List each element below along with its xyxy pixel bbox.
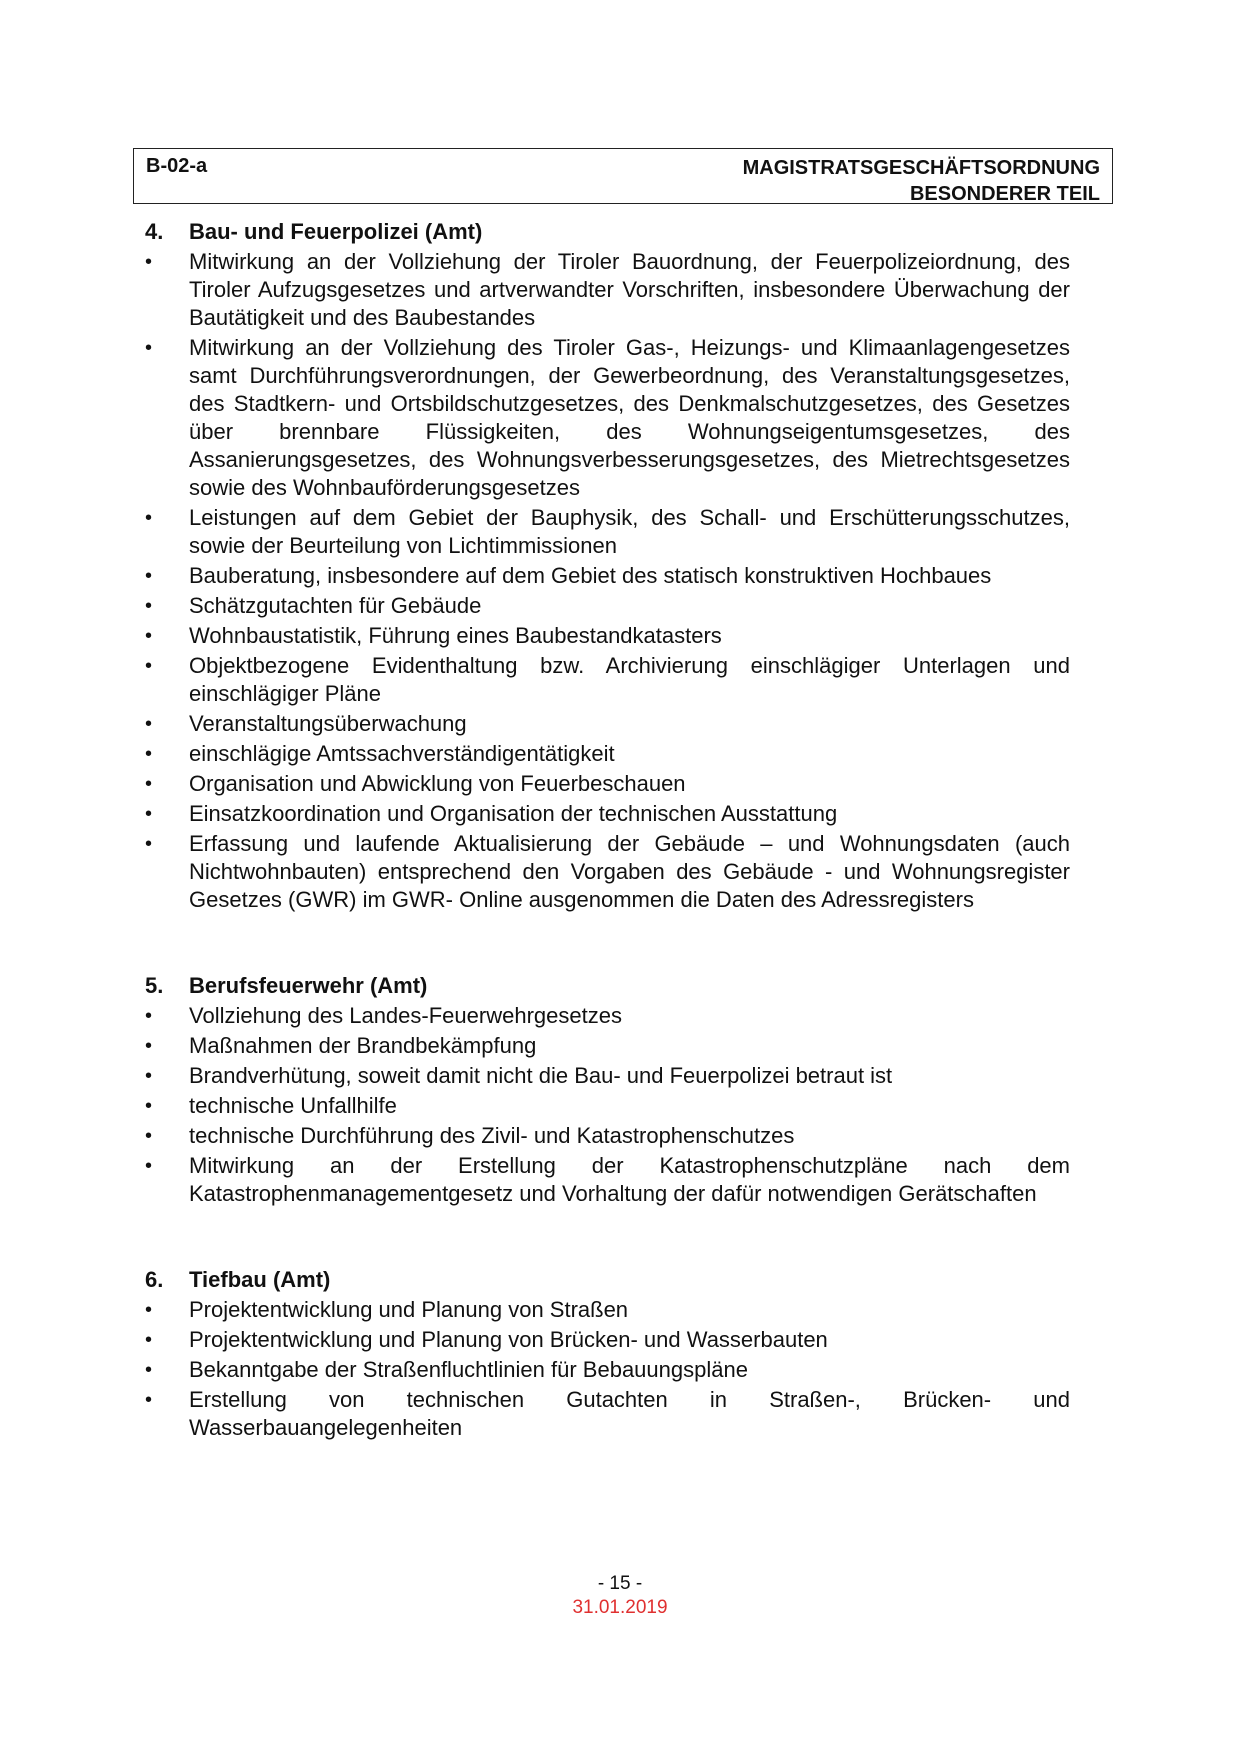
list-item: • Einsatzkoordination und Organisation der technischen Ausstattung <box>145 800 1070 828</box>
list-item: • Mitwirkung an der Vollziehung des Tiroler Gas-, Heizungs- und Klimaanlagengesetzes samt Durchführungsverordnungen, der Gewerbeordnung, des Veranstaltungsgesetzes, des Stadtkern- und Ortsbildschutzgesetzes, des Denkmalschutzgesetzes, des Gesetzes über brennbare Flüssigkeiten, des Wohnungseigentumsgesetzes, des Assanierungsgesetzes, des Wohnungsverbesserungsgesetzes, des Mietrechtsgesetzes sowie des Wohnbauförderungsgesetzes <box>145 334 1070 502</box>
document-title-line2: BESONDERER TEIL <box>909 183 1100 205</box>
section-bau-feuerpolizei <box>145 218 1070 914</box>
section-title: Bau- und Feuerpolizei (Amt) <box>189 219 483 244</box>
document-body <box>145 218 1070 1444</box>
list-item: • Mitwirkung an der Erstellung der Katastrophenschutzpläne nach dem Katastrophenmanagementgesetz und Vorhaltung der dafür notwendigen Gerätschaften <box>145 1152 1070 1208</box>
section-heading <box>145 218 1070 246</box>
page-footer <box>0 1572 1240 1620</box>
section-title: Berufsfeuerwehr (Amt) <box>189 973 428 998</box>
list-item: • technische Durchführung des Zivil- und Katastrophenschutzes <box>145 1122 1070 1150</box>
list-item: • Bauberatung, insbesondere auf dem Gebiet des statisch konstruktiven Hochbaues <box>145 562 1070 590</box>
document-title <box>743 155 1100 207</box>
list-item: • Schätzgutachten für Gebäude <box>145 592 1070 620</box>
section-heading <box>145 1266 1070 1294</box>
page-number: - 15 - <box>597 1573 643 1594</box>
document-title-line1: MAGISTRATSGESCHÄFTSORDNUNG <box>742 157 1100 179</box>
list-item: • Brandverhütung, soweit damit nicht die Bau- und Feuerpolizei betraut ist <box>145 1062 1070 1090</box>
section-title: Tiefbau (Amt) <box>189 1267 331 1292</box>
section-heading <box>145 972 1070 1000</box>
list-item: • Mitwirkung an der Vollziehung der Tiroler Bauordnung, der Feuerpolizeiordnung, des Tiroler Aufzugsgesetzes und artverwandter Vorschriften, insbesondere Überwachung der Bautätigkeit und des Baubestandes <box>145 248 1070 332</box>
list-item: • Wohnbaustatistik, Führung eines Baubestandkatasters <box>145 622 1070 650</box>
list-item: • technische Unfallhilfe <box>145 1092 1070 1120</box>
page-header <box>133 148 1113 204</box>
list-item: • Organisation und Abwicklung von Feuerbeschauen <box>145 770 1070 798</box>
list-item: • Maßnahmen der Brandbekämpfung <box>145 1032 1070 1060</box>
section-number: 4. <box>145 219 164 244</box>
section-number: 5. <box>145 973 164 998</box>
list-item: • einschlägige Amtssachverständigentätigkeit <box>145 740 1070 768</box>
list-item: • Erstellung von technischen Gutachten in Straßen-, Brücken- und Wasserbauangelegenheiten <box>145 1386 1070 1442</box>
section-berufsfeuerwehr <box>145 972 1070 1208</box>
list-item: • Objektbezogene Evidenthaltung bzw. Archivierung einschlägiger Unterlagen und einschlägiger Pläne <box>145 652 1070 708</box>
list-item: • Projektentwicklung und Planung von Straßen <box>145 1296 1070 1324</box>
list-item: • Veranstaltungsüberwachung <box>145 710 1070 738</box>
section-number: 6. <box>145 1267 164 1292</box>
document-code: B-02-a <box>146 155 208 177</box>
bullet-list <box>145 1002 1070 1208</box>
footer-date: 31.01.2019 <box>572 1597 668 1618</box>
section-tiefbau <box>145 1266 1070 1442</box>
bullet-list <box>145 248 1070 914</box>
list-item: • Leistungen auf dem Gebiet der Bauphysik, des Schall- und Erschütterungsschutzes, sowie der Beurteilung von Lichtimmissionen <box>145 504 1070 560</box>
list-item: • Bekanntgabe der Straßenfluchtlinien für Bebauungspläne <box>145 1356 1070 1384</box>
list-item: • Projektentwicklung und Planung von Brücken- und Wasserbauten <box>145 1326 1070 1354</box>
list-item: • Vollziehung des Landes-Feuerwehrgesetzes <box>145 1002 1070 1030</box>
bullet-list <box>145 1296 1070 1442</box>
list-item: • Erfassung und laufende Aktualisierung der Gebäude – und Wohnungsdaten (auch Nichtwohnbauten) entsprechend den Vorgaben des Gebäude - und Wohnungsregister Gesetzes (GWR) im GWR- Online ausgenommen die Daten des Adressregisters <box>145 830 1070 914</box>
